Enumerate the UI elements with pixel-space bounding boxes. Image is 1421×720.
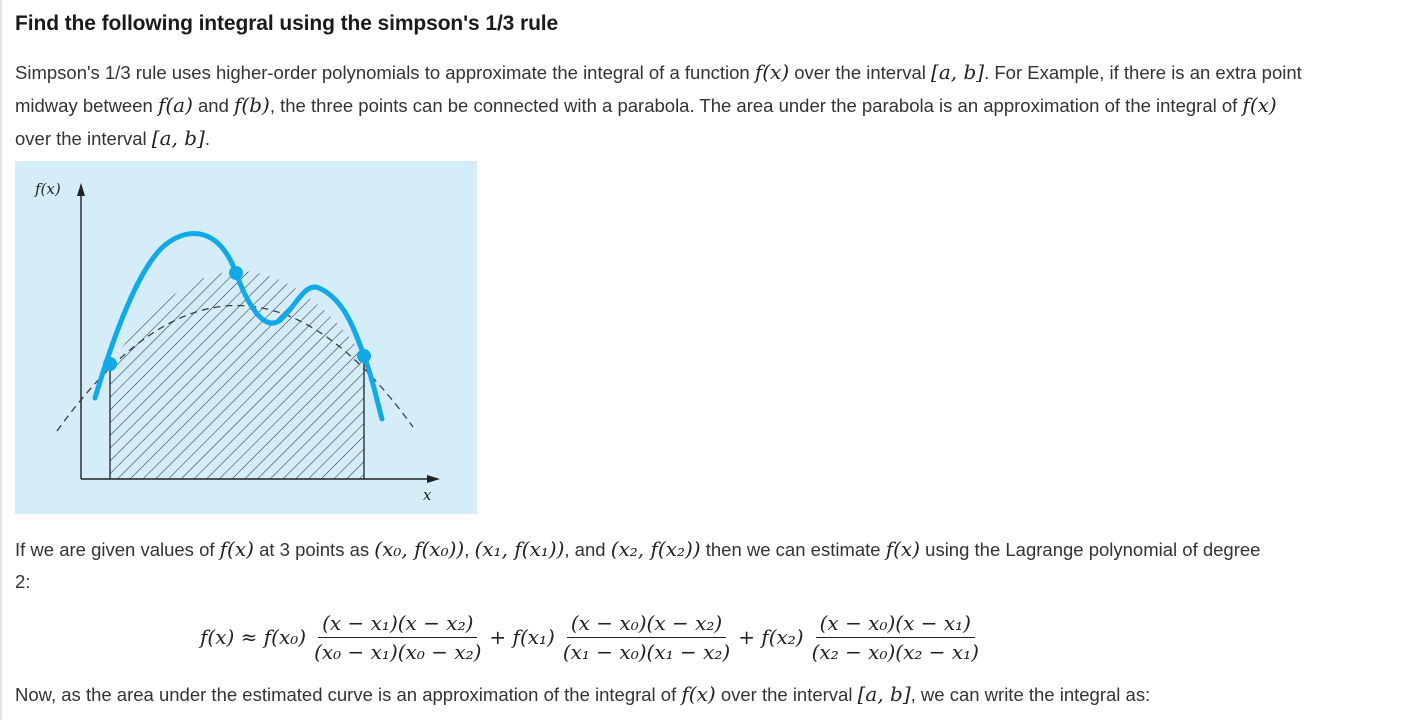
math-interval: [a, b] (857, 682, 911, 706)
equation-lhs: f(x) ≈ f(x₀) (200, 625, 307, 649)
left-border (0, 0, 2, 720)
x-axis-label: x (423, 486, 432, 504)
equation-plus-term: + f(x₁) (489, 625, 555, 649)
math-fx: f(x) (754, 60, 790, 84)
fraction-denominator: (x₀ − x₁)(x₀ − x₂) (314, 639, 482, 664)
math-fb: f(b) (234, 93, 270, 117)
math-fx: f(x) (1242, 93, 1277, 117)
fraction-term-3 (808, 611, 983, 664)
fraction-denominator: (x₁ − x₀)(x₁ − x₂) (562, 639, 731, 664)
fraction-numerator: (x − x₁)(x − x₂) (318, 611, 477, 638)
simpson-figure (15, 161, 477, 514)
intro-text: Simpson's 1/3 rule uses higher-order polynomials to approximate the integral of a function (15, 62, 755, 83)
math-point-2: (x₂, f(x₂)) (610, 537, 701, 561)
y-axis-label: f(x) (35, 180, 61, 198)
intro-text: over the interval (15, 128, 152, 149)
math-interval: [a, b] (151, 126, 205, 150)
equation-plus-term: + f(x₂) (738, 625, 804, 649)
lagrange-paragraph (15, 533, 1265, 598)
y-axis-arrow-icon (77, 183, 85, 196)
lagrange-text: then we can estimate (700, 539, 886, 560)
question-title: Find the following integral using the simpson's 1/3 rule (15, 12, 559, 35)
closing-text: over the interval (715, 684, 858, 705)
fraction-numerator: (x − x₀)(x − x₂) (567, 611, 726, 638)
closing-paragraph (15, 678, 1315, 711)
lagrange-text: , (464, 539, 475, 560)
intro-text: . For Example, if there is an extra point midway between (15, 62, 1302, 116)
closing-text: , we can write the integral as: (910, 684, 1151, 705)
fraction-term-1 (310, 611, 485, 664)
closing-text: Now, as the area under the estimated curve is an approximation of the integral of (15, 684, 682, 705)
math-fx: f(x) (885, 537, 921, 561)
math-point-0: (x₀, f(x₀)) (374, 537, 465, 561)
math-point-1: (x₁, f(x₁)) (474, 537, 565, 561)
hatched-area (110, 271, 364, 479)
lagrange-text: at 3 points as (253, 539, 375, 560)
math-interval: [a, b] (931, 60, 985, 84)
lagrange-text: , and (564, 539, 611, 560)
intro-text: and (192, 95, 235, 116)
math-fx: f(x) (219, 537, 254, 561)
intro-text: over the interval (789, 62, 932, 83)
point-x2 (357, 349, 371, 363)
math-fx: f(x) (681, 682, 716, 706)
simpson-diagram (15, 161, 477, 514)
intro-text: , the three points can be connected with a parabola. The area under the parabola is an approximation of the integral of (269, 95, 1243, 116)
intro-text: . (204, 128, 210, 149)
intro-paragraph (15, 56, 1315, 155)
lagrange-text: using the Lagrange polynomial of degree 2: (15, 539, 1261, 592)
fraction-term-2 (559, 611, 734, 664)
point-x0 (103, 357, 117, 371)
x-axis-arrow-icon (427, 475, 440, 483)
point-x1 (229, 266, 243, 280)
fraction-numerator: (x − x₀)(x − x₁) (816, 611, 975, 638)
fraction-denominator: (x₂ − x₀)(x₂ − x₁) (811, 639, 979, 664)
math-fa: f(a) (157, 93, 193, 117)
lagrange-equation (200, 606, 987, 668)
lagrange-text: If we are given values of (15, 539, 220, 560)
